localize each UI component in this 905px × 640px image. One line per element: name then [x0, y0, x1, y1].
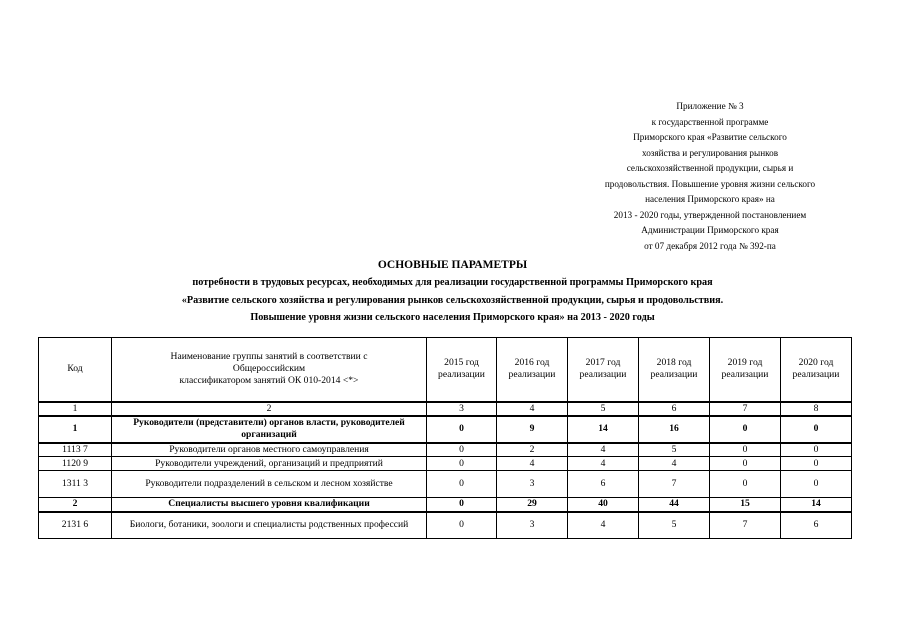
header-year-sub: реализации	[721, 369, 769, 381]
row-value: 3	[497, 512, 568, 539]
row-value: 14	[781, 498, 852, 512]
column-number: 6	[639, 402, 710, 416]
table-row	[39, 443, 852, 457]
row-name: Руководители учреждений, организаций и предприятий	[112, 457, 427, 471]
header-name-line: Наименование группы занятий в соответствии с	[170, 351, 368, 363]
row-value: 6	[781, 512, 852, 539]
header-year	[568, 338, 639, 402]
header-year-label: 2019 год	[727, 357, 763, 369]
header-year	[710, 338, 781, 402]
row-value: 0	[427, 471, 497, 498]
row-value: 0	[710, 416, 781, 443]
column-number: 5	[568, 402, 639, 416]
column-number: 4	[497, 402, 568, 416]
row-value: 7	[710, 512, 781, 539]
column-number: 3	[427, 402, 497, 416]
appendix-line: Администрации Приморского края	[641, 225, 779, 235]
row-value: 3	[497, 471, 568, 498]
row-value: 29	[497, 498, 568, 512]
row-value: 6	[568, 471, 639, 498]
column-number: 7	[710, 402, 781, 416]
row-value: 0	[781, 443, 852, 457]
header-year-label: 2016 год	[514, 357, 550, 369]
row-name: Руководители (представители) органов власти, руководителей организаций	[112, 416, 427, 443]
row-value: 4	[568, 443, 639, 457]
column-number: 8	[781, 402, 852, 416]
appendix-line: от 07 декабря 2012 года № 392-па	[644, 240, 776, 251]
row-value: 44	[639, 498, 710, 512]
appendix-line: хозяйства и регулирования рынков	[641, 147, 779, 158]
row-code: 1120 9	[39, 457, 112, 471]
document-subtitle-line: «Развитие сельского хозяйства и регулирования рынков сельскохозяйственной продукции, сырья и продовольствия.	[181, 294, 724, 306]
row-value: 0	[427, 457, 497, 471]
row-value: 5	[639, 443, 710, 457]
header-code: Код	[39, 338, 112, 402]
row-value: 0	[781, 416, 852, 443]
header-year-label: 2017 год	[585, 357, 621, 369]
table-row	[39, 471, 852, 498]
appendix-line: Приморского края «Развитие сельского	[633, 132, 787, 142]
document-subtitle-line: Повышение уровня жизни сельского населения Приморского края» на 2013 - 2020 годы	[250, 312, 655, 323]
row-value: 40	[568, 498, 639, 512]
header-year	[497, 338, 568, 402]
header-year-label: 2018 год	[656, 357, 692, 369]
table-row	[39, 416, 852, 443]
appendix-line: продовольствия. Повышение уровня жизни сельского	[604, 178, 816, 189]
row-code: 2	[39, 498, 112, 512]
row-value: 0	[710, 471, 781, 498]
row-value: 4	[639, 457, 710, 471]
row-value: 9	[497, 416, 568, 443]
header-year-sub: реализации	[792, 369, 840, 381]
header-name-line: Общероссийским	[232, 363, 306, 375]
header-year-label: 2020 год	[798, 357, 834, 369]
row-value: 5	[639, 512, 710, 539]
header-year-label: 2015 год	[444, 357, 479, 369]
row-value: 16	[639, 416, 710, 443]
document-title: ОСНОВНЫЕ ПАРАМЕТРЫ	[377, 259, 528, 271]
row-value: 4	[497, 457, 568, 471]
parameters-table	[38, 337, 852, 539]
row-value: 7	[639, 471, 710, 498]
row-value: 0	[710, 457, 781, 471]
row-value: 0	[710, 443, 781, 457]
appendix-line: населения Приморского края» на	[645, 194, 775, 204]
appendix-line: сельскохозяйственной продукции, сырья и	[626, 163, 794, 173]
row-value: 4	[568, 457, 639, 471]
row-value: 2	[497, 443, 568, 457]
row-value: 0	[781, 457, 852, 471]
column-number: 1	[39, 402, 112, 416]
appendix-line: к государственной программе	[651, 116, 769, 127]
row-code: 1	[39, 416, 112, 443]
row-name: Биологи, ботаники, зоологи и специалисты родственных профессий	[112, 512, 427, 539]
table-row	[39, 498, 852, 512]
row-code: 2131 6	[39, 512, 112, 539]
row-value: 15	[710, 498, 781, 512]
document-heading	[60, 256, 845, 327]
row-value: 0	[781, 471, 852, 498]
row-value: 4	[568, 512, 639, 539]
header-year-sub: реализации	[650, 369, 698, 381]
row-value: 0	[427, 443, 497, 457]
header-year-sub: реализации	[508, 369, 556, 381]
header-year	[427, 338, 497, 402]
row-value: 14	[568, 416, 639, 443]
row-value: 0	[427, 512, 497, 539]
table-row	[39, 512, 852, 539]
appendix-line: Приложение № 3	[676, 101, 744, 111]
column-number-row	[39, 402, 852, 416]
row-code: 1311 3	[39, 471, 112, 498]
header-name-line: классификатором занятий ОК 010-2014 <*>	[179, 375, 359, 387]
header-name	[112, 338, 427, 402]
header-year-sub: реализации	[579, 369, 627, 381]
header-year	[781, 338, 852, 402]
row-name: Руководители органов местного самоуправления	[112, 443, 427, 457]
row-name: Специалисты высшего уровня квалификации	[112, 498, 427, 512]
appendix-block	[560, 99, 860, 254]
appendix-line: 2013 - 2020 годы, утвержденной постановлением	[613, 209, 807, 220]
header-year-sub: реализации	[438, 369, 485, 381]
table-header-row	[39, 338, 852, 402]
column-number: 2	[112, 402, 427, 416]
row-value: 0	[427, 416, 497, 443]
table-row	[39, 457, 852, 471]
row-name: Руководители подразделений в сельском и лесном хозяйстве	[112, 471, 427, 498]
document-subtitle-line: потребности в трудовых ресурсах, необходимых для реализации государственной программы Приморского края	[192, 277, 713, 288]
header-year	[639, 338, 710, 402]
row-value: 0	[427, 498, 497, 512]
row-code: 1113 7	[39, 443, 112, 457]
